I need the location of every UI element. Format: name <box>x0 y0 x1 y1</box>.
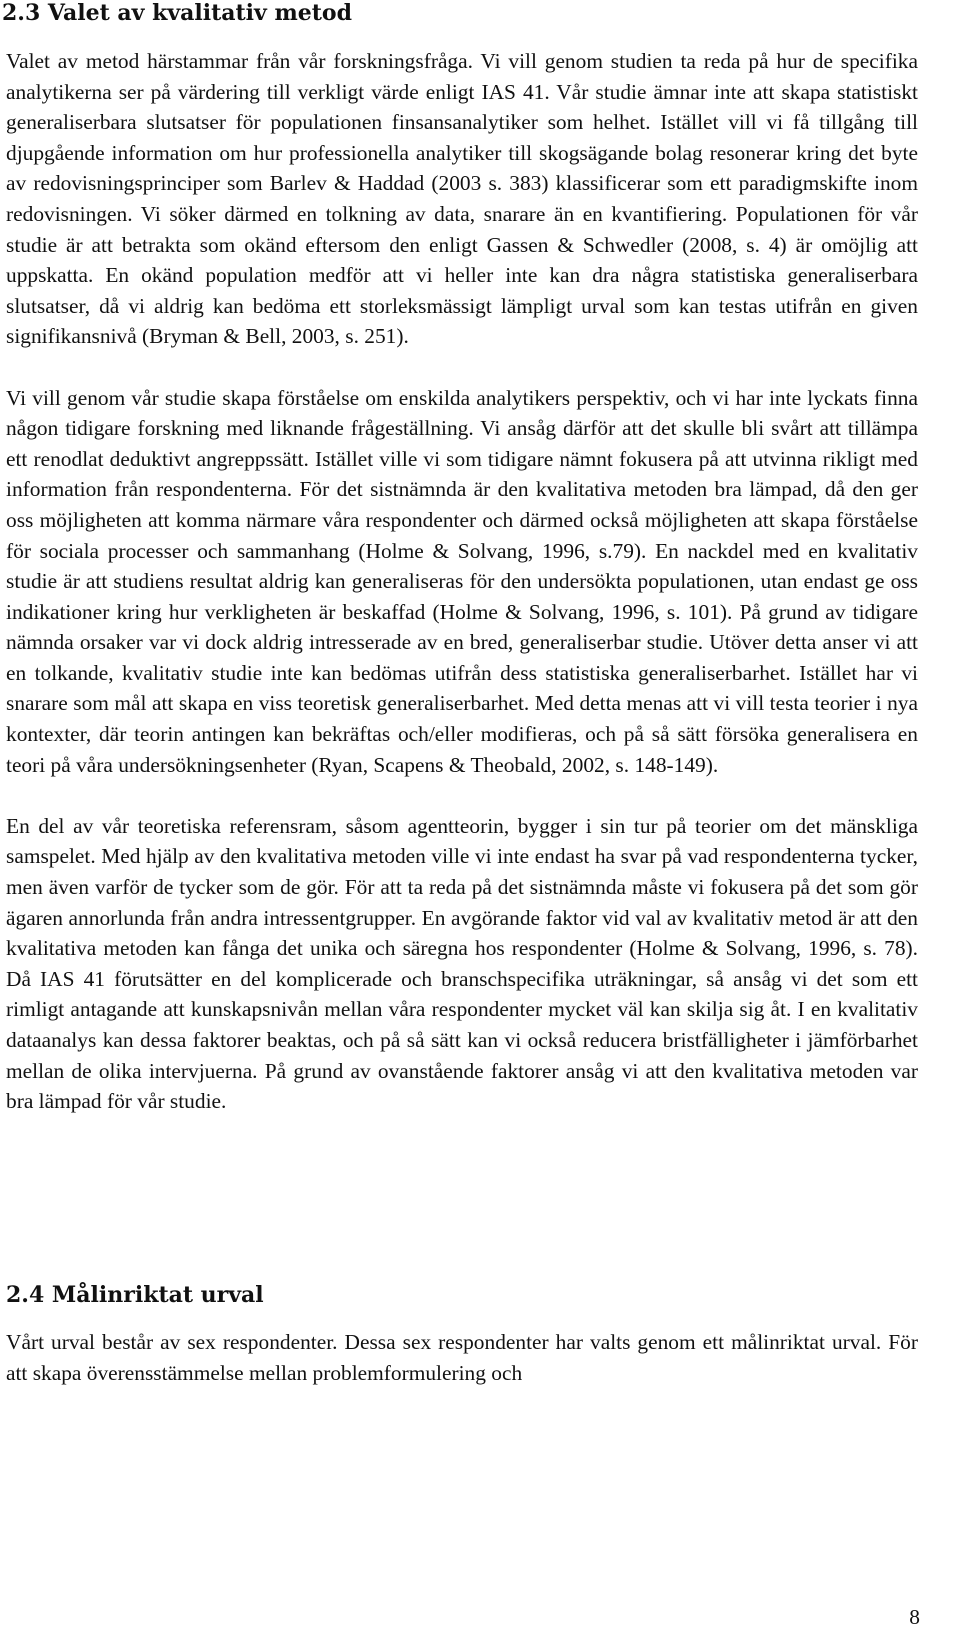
page-number: 8 <box>909 1605 920 1629</box>
paragraph: Vi vill genom vår studie skapa förståelse om enskilda analytikers perspektiv, och vi har inte lyckats finna någon tidigare forskning med liknande frågeställning. Vi ansåg därför att det skulle bli svårt att tillämpa ett renodlat deduktivt angreppssätt. Istället ville vi som tidigare nämnt fokusera på att utvinna rikligt med information från respondenterna. För det sistnämnda är den kvalitativa metoden bra lämpad, då den ger oss möjligheten att komma närmare våra respondenter och därmed också möjligheten att skapa förståelse för sociala processer och sammanhang (Holme & Solvang, 1996, s.79). En nackdel med en kvalitativ studie är att studiens resultat aldrig kan generaliseras för den undersökta populationen, utan endast ge oss indikationer kring hur verkligheten är beskaffad (Holme & Solvang, 1996, s. 101). På grund av tidigare nämnda orsaker var vi dock aldrig intresserade av en bred, generaliserbar studie. Utöver detta anser vi att en tolkande, kvalitativ studie inte kan bedömas utifrån dess statistiska generaliserbarhet. Istället har vi snarare som mål att skapa en viss teoretisk generaliserbarhet. Med detta menas att vi vill testa teorier i nya kontexter, där teorin antingen kan bekräftas och/eller modifieras, och på så sätt försöka generalisera en teori på våra undersökningsenheter (Ryan, Scapens & Theobald, 2002, s. 148-149). <box>6 385 918 777</box>
paragraph: Valet av metod härstammar från vår forskningsfråga. Vi vill genom studien ta reda på hur de specifika analytikerna ser på värdering till verkligt värde enligt IAS 41. Vår studie ämnar inte att skapa statistiskt generaliserbara slutsatser för populationen finsansanalytiker som helhet. Istället vill vi få tillgång till djupgående information om hur professionella analytiker till skogsägande bolag resonerar kring det byte av redovisningsprinciper som Barlev & Haddad (2003 s. 383) klassificerar som ett paradigmskifte inom redovisningen. Vi söker därmed en tolkning av data, snarare än en kvantifiering. Populationen för vår studie är att betrakta som okänd eftersom den enligt Gassen & Schwedler (2008, s. 4) är omöjlig att uppskatta. En okänd population medför att vi heller inte kan dra några statistiska generaliserbara slutsatser, då vi aldrig kan bedöma ett storleksmässigt lämpligt urval som kan testas utifrån en given signifikansnivå (Bryman & Bell, 2003, s. 251). <box>6 49 918 349</box>
section-body <box>6 1327 918 1419</box>
paragraph: Vårt urval består av sex respondenter. Dessa sex respondenter har valts genom ett målinriktat urval. För att skapa överensstämmelse mellan problemformulering och <box>6 1330 918 1385</box>
section-heading: 2.4 Målinriktat urval <box>6 1282 264 1308</box>
section-heading: 2.3 Valet av kvalitativ metod <box>2 0 352 26</box>
paragraph: En del av vår teoretiska referensram, såsom agentteorin, bygger i sin tur på teorier om det mänskliga samspelet. Med hjälp av den kvalitativa metoden ville vi inte endast ha svar på vad respondenterna tycker, men även varför de tycker som de gör. För att ta reda på det sistnämnda måste vi fokusera på det som gör ägaren annorlunda från andra intressentgrupper. En avgörande faktor vid val av kvalitativ metod är att den kvalitativa metoden kan fånga det unika och säregna hos respondenter (Holme & Solvang, 1996, s. 78). Då IAS 41 förutsätter en del komplicerade och branschspecifika uträkningar, så ansåg vi det som ett rimligt antagande att kunskapsnivån mellan våra respondenter mycket väl kan skilja sig åt. I en kvalitativ dataanalys kan dessa faktorer beaktas, och på så sätt kan vi också reducera bristfälligheter i jämförbarhet mellan de olika intervjuerna. På grund av ovanstående faktorer ansåg vi att den kvalitativa metoden var bra lämpad för vår studie. <box>6 813 918 1114</box>
section-body <box>6 46 918 1147</box>
